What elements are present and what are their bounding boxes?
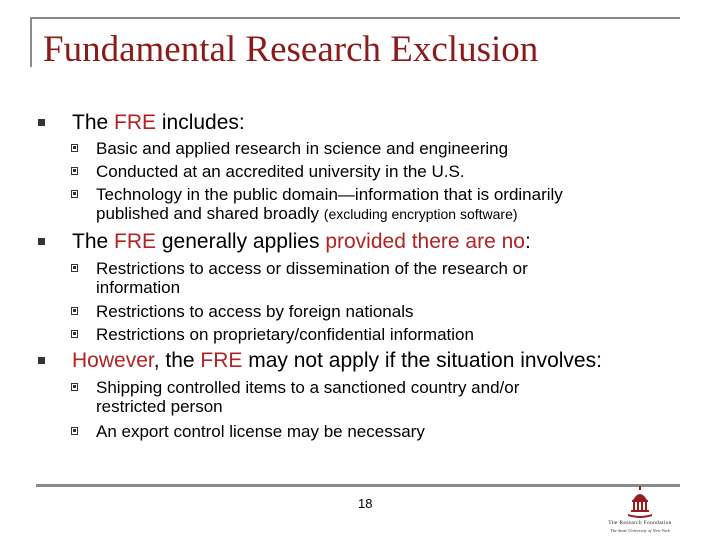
hollow-square-bullet-icon bbox=[71, 190, 78, 198]
research-foundation-logo bbox=[598, 486, 682, 538]
hollow-square-bullet-icon bbox=[71, 167, 78, 175]
slide-title: Fundamental Research Exclusion bbox=[43, 29, 539, 70]
sub-bullet-public-domain: Technology in the public domain—information that is ordinarily published and shared broadly (excluding encryption software) bbox=[96, 185, 563, 204]
frame-top-rule bbox=[30, 17, 680, 19]
sub-bullet-restrictions-dissemination: Restrictions to access or dissemination of the research or information bbox=[96, 259, 528, 278]
page-number: 18 bbox=[358, 496, 373, 511]
footer-rule bbox=[36, 484, 680, 487]
hollow-square-bullet-icon bbox=[71, 307, 78, 315]
bullet-fre-may-not-apply: However, the FRE may not apply if the situation involves: bbox=[72, 349, 602, 373]
bullet-fre-includes: The FRE includes: bbox=[72, 111, 245, 135]
logo-name: The Research Foundation bbox=[608, 520, 672, 526]
square-bullet-icon bbox=[38, 238, 45, 245]
sub-bullet-accredited: Conducted at an accredited university in the U.S. bbox=[96, 162, 465, 181]
logo-tagline: The State University of New York bbox=[610, 528, 670, 533]
square-bullet-icon bbox=[38, 119, 45, 126]
hollow-square-bullet-icon bbox=[71, 330, 78, 338]
sub-bullet-basic-applied: Basic and applied research in science and engineering bbox=[96, 139, 508, 158]
hollow-square-bullet-icon bbox=[71, 144, 78, 152]
sub-bullet-shipping: Shipping controlled items to a sanctioned country and/or restricted person bbox=[96, 378, 519, 397]
bullet-fre-generally-applies: The FRE generally applies provided there are no: bbox=[72, 230, 531, 254]
sub-bullet-restrictions-proprietary: Restrictions on proprietary/confidential information bbox=[96, 325, 474, 344]
frame-left-rule bbox=[30, 17, 32, 67]
hollow-square-bullet-icon bbox=[71, 383, 78, 391]
square-bullet-icon bbox=[38, 357, 45, 364]
sub-bullet-restrictions-foreign: Restrictions to access by foreign nationals bbox=[96, 302, 414, 321]
sub-bullet-export-license: An export control license may be necessary bbox=[96, 422, 425, 441]
hollow-square-bullet-icon bbox=[71, 264, 78, 272]
hollow-square-bullet-icon bbox=[71, 427, 78, 435]
